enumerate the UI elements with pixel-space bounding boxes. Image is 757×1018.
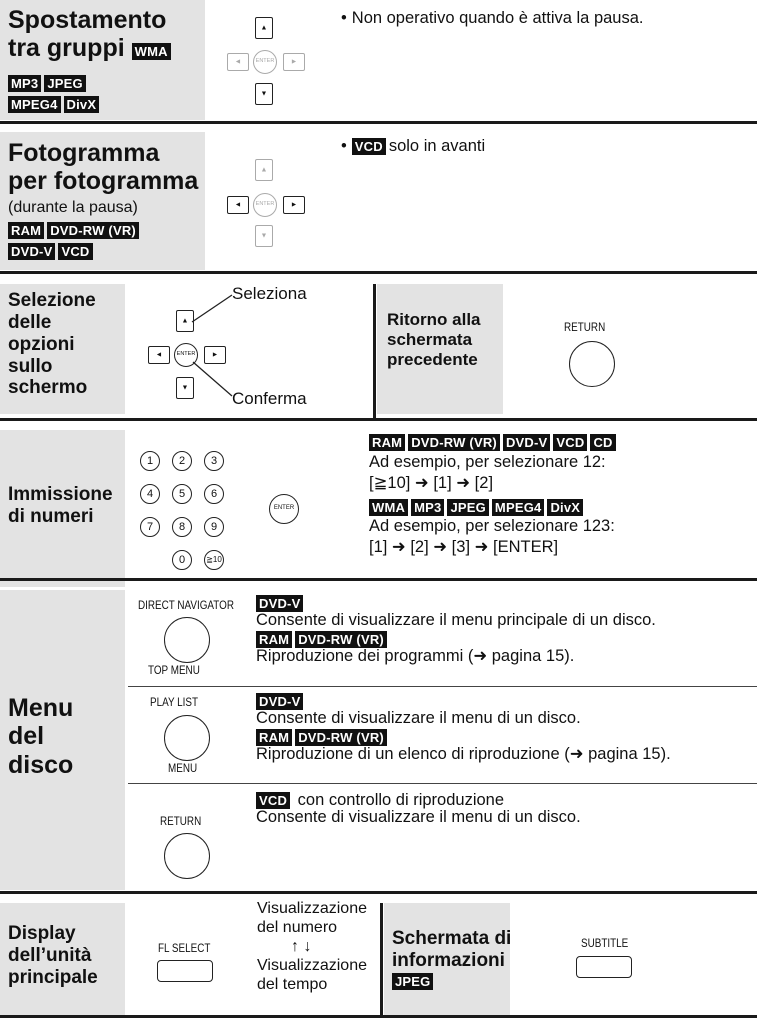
display-desc-line4: Visualizzazione	[257, 956, 367, 974]
group-skip-note: • Non operativo quando è attiva la pausa.	[341, 9, 644, 28]
example-2-line2: [1] ➜ [2] ➜ [3] ➜ [ENTER]	[369, 538, 559, 556]
down-arrow-icon: ▼	[260, 90, 268, 98]
display-desc-line1: Visualizzazione	[257, 900, 367, 917]
example-1-line2: [≧10] ➜ [1] ➜ [2]	[369, 474, 494, 492]
example-1-line1: Ad esempio, per selezionare 12:	[369, 453, 606, 471]
badge-dvd-v: DVD-V	[503, 434, 550, 451]
direct-navigator-label: DIRECT NAVIGATOR	[138, 600, 234, 612]
subtitle-button[interactable]	[576, 956, 632, 978]
badge-vcd: VCD	[352, 138, 386, 155]
example-2-line1: Ad esempio, per selezionare 123:	[369, 517, 615, 535]
number-key-9[interactable]: 9	[204, 517, 224, 537]
onscreen-title-line2: delle	[8, 311, 52, 333]
badge-cd: CD	[590, 434, 615, 451]
return-title-line2: schermata	[387, 330, 473, 350]
fl-select-label: FL SELECT	[158, 943, 211, 955]
divider	[380, 903, 383, 1015]
badge-divx: DivX	[547, 499, 583, 516]
return-button[interactable]	[164, 833, 210, 879]
enter-key[interactable]: ENTER	[253, 50, 277, 74]
number-entry-title-line2: di numeri	[8, 505, 94, 527]
disc-menu-title-line2: del	[8, 722, 45, 751]
info-title	[392, 928, 511, 972]
subtitle-label: SUBTITLE	[581, 938, 629, 950]
display-desc-arrows: ↑ ↓	[291, 937, 312, 955]
left-arrow-icon: ◄	[234, 58, 242, 66]
onscreen-title-line1: Selezione	[8, 290, 96, 311]
enter-key[interactable]: ENTER	[253, 193, 277, 217]
up-arrow-icon: ▲	[260, 166, 268, 174]
number-entry-badges-1	[369, 431, 619, 452]
number-entry-badges-2	[369, 496, 586, 517]
number-key-10plus[interactable]: ≧10	[204, 550, 224, 570]
number-key-3[interactable]: 3	[204, 451, 224, 471]
badge-ram: RAM	[369, 434, 405, 451]
number-key-2[interactable]: 2	[172, 451, 192, 471]
row2-text-b: Riproduzione di un elenco di riproduzione (➜ pagina 15).	[256, 745, 671, 763]
badge-mpeg4: MPEG4	[8, 96, 61, 113]
display-desc-line5: del tempo	[257, 975, 328, 993]
badge-dvd-rw-vr: DVD-RW (VR)	[295, 729, 387, 746]
badge-dvd-v: DVD-V	[8, 243, 55, 260]
return-title-line1: Ritorno alla	[387, 310, 481, 329]
right-arrow-icon: ►	[290, 201, 298, 209]
return-button[interactable]	[569, 341, 615, 387]
badge-dvd-v: DVD-V	[256, 693, 303, 710]
badge-divx: DivX	[64, 96, 100, 113]
group-skip-title-line2-text: tra gruppi	[8, 34, 125, 63]
badge-mp3: MP3	[8, 75, 41, 92]
row2-badges-b	[256, 726, 390, 747]
confirm-label: Conferma	[232, 389, 307, 408]
info-title-line2: informazioni	[392, 949, 505, 971]
onscreen-title-line5: schermo	[8, 377, 88, 399]
group-skip-title-line1: Spostamento	[8, 6, 167, 34]
badge-dvd-rw-vr: DVD-RW (VR)	[295, 631, 387, 648]
row1-text-b: Riproduzione dei programmi (➜ pagina 15).	[256, 647, 575, 665]
badge-jpeg: JPEG	[44, 75, 85, 92]
select-label: Seleziona	[232, 284, 307, 303]
frame-by-frame-title-line2: per fotogramma	[8, 167, 199, 196]
divider	[0, 418, 757, 421]
menu-label: MENU	[168, 763, 198, 775]
display-desc-line2: del numero	[257, 918, 338, 936]
badge-dvd-v: DVD-V	[256, 595, 303, 612]
badge-vcd: VCD	[256, 792, 290, 809]
row-divider	[128, 783, 757, 784]
badge-dvd-rw-vr: DVD-RW (VR)	[47, 222, 139, 239]
return-title	[387, 310, 481, 370]
number-key-7[interactable]: 7	[140, 517, 160, 537]
enter-key[interactable]: ENTER	[269, 494, 299, 524]
badge-mpeg4: MPEG4	[492, 499, 545, 516]
menu-button[interactable]	[164, 715, 210, 761]
badge-vcd: VCD	[58, 243, 92, 260]
frame-by-frame-note-text: solo in avanti	[388, 137, 486, 155]
down-arrow-icon: ▼	[181, 384, 189, 392]
badge-wma: WMA	[132, 43, 171, 60]
fl-select-button[interactable]	[157, 960, 213, 982]
top-menu-button[interactable]	[164, 617, 210, 663]
row1-badges-b	[256, 628, 390, 649]
divider	[0, 578, 757, 581]
display-title-line2: dell’unità	[8, 944, 92, 966]
row1-badge	[256, 592, 306, 613]
left-arrow-icon: ◄	[155, 351, 163, 359]
right-arrow-icon: ►	[290, 58, 298, 66]
display-title	[8, 923, 98, 989]
badge-jpeg: JPEG	[392, 973, 433, 990]
up-arrow-icon: ▲	[181, 317, 189, 325]
info-badge	[392, 970, 436, 991]
frame-by-frame-title-line1: Fotogramma	[8, 139, 160, 167]
number-key-1[interactable]: 1	[140, 451, 160, 471]
down-arrow-icon: ▼	[260, 232, 268, 240]
number-key-6[interactable]: 6	[204, 484, 224, 504]
row3-text-a2: Consente di visualizzare il menu di un disco.	[256, 808, 581, 826]
disc-menu-title-line1: Menu	[8, 694, 74, 722]
badge-mp3: MP3	[411, 499, 444, 516]
divider	[0, 891, 757, 894]
row2-text-a: Consente di visualizzare il menu di un disco.	[256, 709, 581, 727]
frame-by-frame-subtitle: (durante la pausa)	[8, 199, 138, 216]
row2-badge	[256, 690, 306, 711]
badge-ram: RAM	[256, 729, 292, 746]
row3-text-a1-text: con controllo di riproduzione	[297, 791, 505, 809]
return-title-line3: precedente	[387, 350, 478, 370]
enter-key[interactable]: ENTER	[174, 343, 198, 367]
badge-jpeg: JPEG	[447, 499, 488, 516]
return-button-label: RETURN	[564, 322, 606, 334]
disc-menu-title	[8, 694, 73, 779]
row1-text-a: Consente di visualizzare il menu principale di un disco.	[256, 611, 656, 629]
number-entry-title	[8, 484, 113, 528]
display-title-line3: principale	[8, 966, 98, 988]
display-description	[257, 900, 367, 994]
number-key-0[interactable]: 0	[172, 550, 192, 570]
badge-dvd-rw-vr: DVD-RW (VR)	[408, 434, 500, 451]
right-arrow-icon: ►	[211, 351, 219, 359]
info-title-line1: Schermata di	[392, 928, 512, 949]
number-key-4[interactable]: 4	[140, 484, 160, 504]
onscreen-title-line3: opzioni	[8, 333, 75, 355]
onscreen-title-line4: sullo	[8, 355, 53, 377]
badge-ram: RAM	[256, 631, 292, 648]
badge-wma: WMA	[369, 499, 408, 516]
badge-ram: RAM	[8, 222, 44, 239]
up-arrow-icon: ▲	[260, 24, 268, 32]
badge-vcd: VCD	[553, 434, 587, 451]
number-key-8[interactable]: 8	[172, 517, 192, 537]
number-key-5[interactable]: 5	[172, 484, 192, 504]
disc-menu-title-line3: disco	[8, 750, 74, 779]
left-arrow-icon: ◄	[234, 201, 242, 209]
return-label: RETURN	[160, 816, 202, 828]
number-entry-title-line1: Immissione	[8, 484, 113, 505]
top-menu-label: TOP MENU	[148, 665, 200, 677]
row-divider	[128, 686, 757, 687]
display-title-line1: Display	[8, 923, 76, 944]
divider	[373, 284, 376, 418]
play-list-label: PLAY LIST	[150, 697, 199, 709]
